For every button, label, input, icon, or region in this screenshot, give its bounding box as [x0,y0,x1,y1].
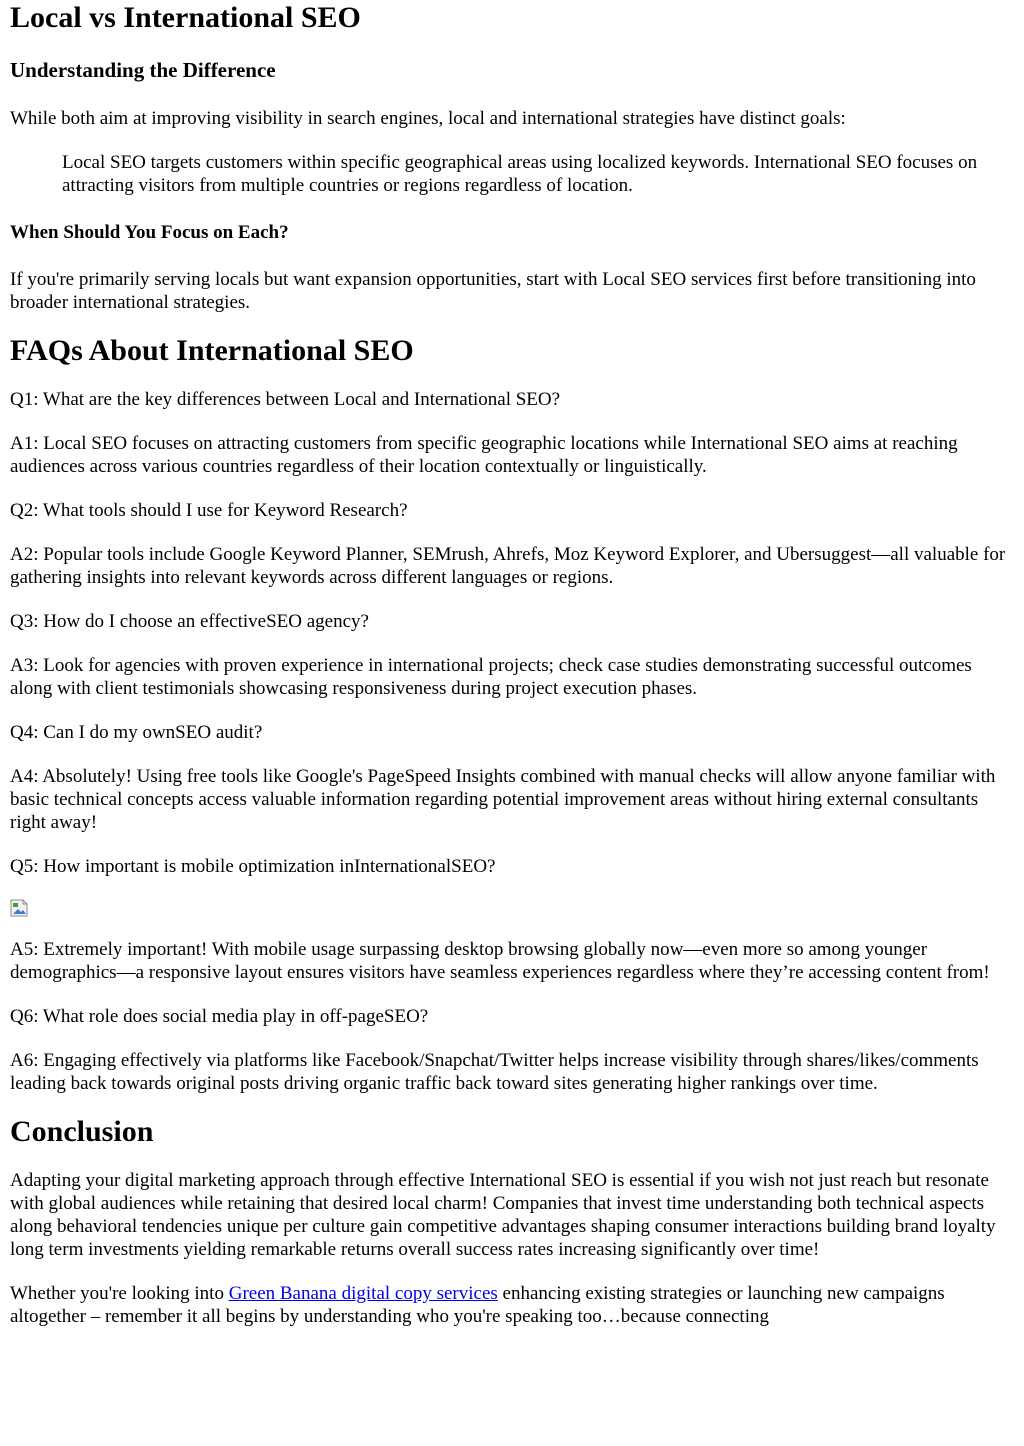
faq-question-2: Q2: What tools should I use for Keyword Research? [10,500,408,521]
faq-answer-5: A5: Extremely important! With mobile usage surpassing desktop browsing globally now—even more so among younger demographics—a responsive layout ensures visitors have seamless experiences regardless where they’re accessing content from! [10,939,990,983]
definition-quote [62,151,1014,197]
faq-answer-1: A1: Local SEO focuses on attracting customers from specific geographic locations while International SEO aims at reaching audiences across various countries regardless of their location contextually or linguistically. [10,433,958,477]
quote-text: Local SEO targets customers within specific geographical areas using localized keywords. International SEO focuses on attracting visitors from multiple countries or regions regardless of location. [62,152,978,196]
faq-question-3: Q3: How do I choose an effectiveSEO agency? [10,611,369,632]
faq-question-6: Q6: What role does social media play in off-pageSEO? [10,1006,429,1027]
faq-answer-2: A2: Popular tools include Google Keyword Planner, SEMrush, Ahrefs, Moz Keyword Explorer, and Ubersuggest—all valuable for gathering insights into relevant keywords across different languages or regions. [10,544,1006,588]
conclusion-text-after: enhancing existing strategies or launching new campaigns altogether – remember it all begins by understanding who you're speaking too…because connecting [10,1283,945,1327]
focus-paragraph: If you're primarily serving locals but want expansion opportunities, start with Local SEO services first before transitioning into broader international strategies. [10,269,976,313]
intro-paragraph: While both aim at improving visibility in search engines, local and international strategies have distinct goals: [10,108,846,129]
faq-question-1: Q1: What are the key differences between Local and International SEO? [10,389,561,410]
conclusion-paragraph-1: Adapting your digital marketing approach through effective International SEO is essential if you wish not just reach but resonate with global audiences while retaining that desired local charm! Companies that invest time understanding both technical aspects along behavioral tendencies unique per culture gain competitive advantages shaping consumer interactions building brand loyalty long term investments yielding remarkable returns overall success rates increasing significantly over time! [10,1170,996,1260]
conclusion-paragraph-2 [10,1282,1014,1328]
conclusion-heading: Conclusion [10,1115,154,1148]
faq-answer-3: A3: Look for agencies with proven experience in international projects; check case studies demonstrating successful outcomes along with client testimonials showcasing responsiveness during project execution phases. [10,655,972,699]
faq-answer-4: A4: Absolutely! Using free tools like Google's PageSpeed Insights combined with manual checks will allow anyone familiar with basic technical concepts access valuable information regarding potential improvement areas without hiring external consultants right away! [10,766,996,833]
conclusion-text-before: Whether you're looking into [10,1283,229,1304]
faq-heading: FAQs About International SEO [10,334,414,367]
broken-image-icon [10,899,30,917]
faq-question-4: Q4: Can I do my ownSEO audit? [10,722,263,743]
green-banana-link[interactable]: Green Banana digital copy services [228,1283,498,1304]
article-title: Local vs International SEO [10,1,361,34]
section-heading-difference: Understanding the Difference [10,58,276,82]
section-heading-focus: When Should You Focus on Each? [10,222,289,243]
faq-answer-6: A6: Engaging effectively via platforms like Facebook/Snapchat/Twitter helps increase visibility through shares/likes/comments leading back towards original posts driving organic traffic back toward sites generating higher rankings over time. [10,1050,979,1094]
faq-question-5: Q5: How important is mobile optimization inInternationalSEO? [10,856,496,877]
